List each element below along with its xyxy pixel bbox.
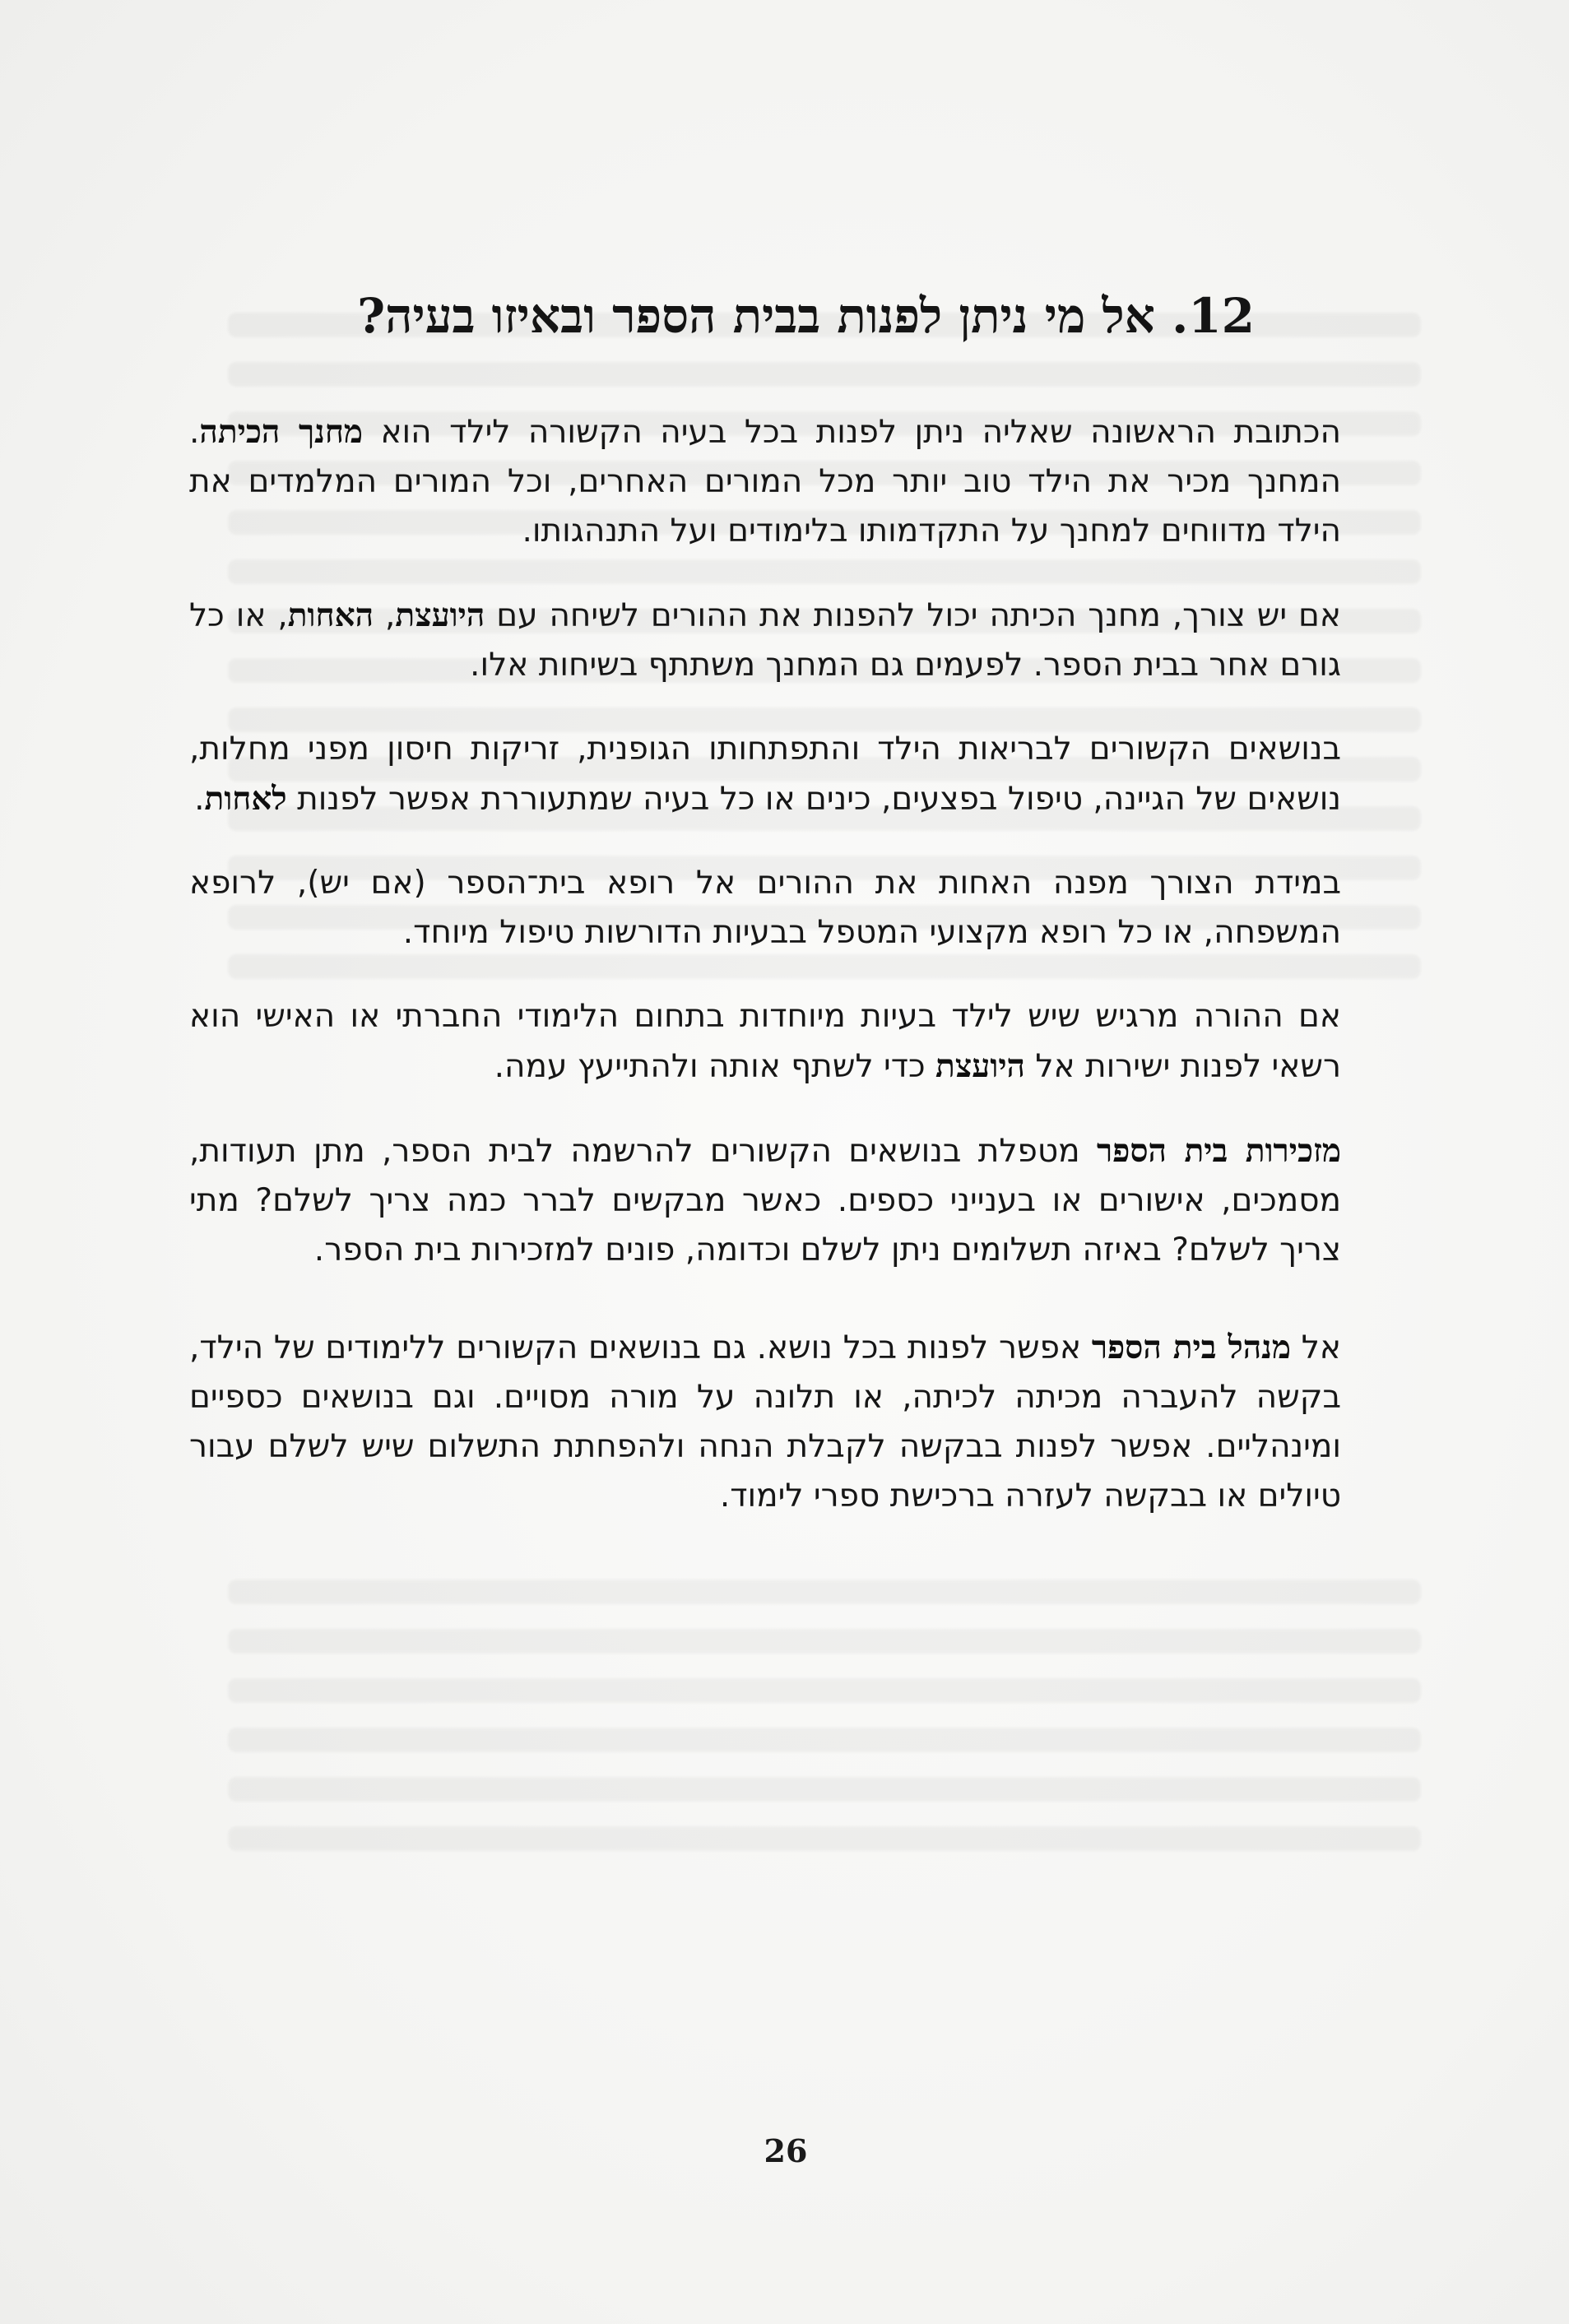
paragraph-homeroom-teacher	[189, 407, 1341, 556]
text-run: , או כל גורם אחר בבית הספר. לפעמים גם המחנך משתתף בשיחות אלו.	[189, 597, 1341, 684]
text-run: אם יש צורך, מחנך הכיתה יכול להפנות את ההורים לשיחה עם	[485, 597, 1342, 634]
text-run: אם ההורה מרגיש שיש לילד בעיות מיוחדות בתחום הלימודי החברתי או האישי הוא רשאי לפנות ישירות אל	[189, 998, 1341, 1085]
text-run: . המחנך מכיר את הילד טוב יותר מכל המורים האחרים, וכל המורים המלמדים את הילד מדווחים למחנך על התקדמותו בלימודים ועל התנהגותו.	[189, 414, 1341, 550]
text-run: אל	[1290, 1329, 1341, 1366]
text-run: במידת הצורך מפנה האחות את ההורים אל רופא בית־הספר (אם יש), לרופא המשפחה, או כל רופא מקצועי המטפל בבעיות הדורשות טיפול מיוחד.	[189, 865, 1341, 951]
bold-text-run: מנהל בית הספר	[1091, 1329, 1291, 1366]
text-run: .	[194, 781, 205, 818]
bold-text-run: מחנך הכיתה	[199, 413, 364, 451]
paragraph-doctor	[189, 859, 1341, 958]
text-run: מטפלת בנושאים הקשורים להרשמה לבית הספר, מתן תעודות, מסמכים, אישורים או בענייני כספים. כאשר מבקשים לברר כמה צריך לשלם? מתי צריך לשלם? באיזה תשלומים ניתן לשלם וכדומה, פונים למזכירות בית הספר.	[189, 1133, 1341, 1269]
bold-text-run: היועצת	[935, 1047, 1025, 1085]
bold-text-run: לאחות	[204, 780, 287, 818]
paragraph-principal	[189, 1323, 1341, 1521]
text-run: ,	[374, 597, 396, 634]
text-run: אפשר לפנות בכל נושא. גם בנושאים הקשורים ללימודים של הילד, בקשה להעברה מכיתה לכיתה, או תלונה על מורה מסויים. וגם בנושאים כספיים ומינהליים. אפשר לפנות בבקשה לקבלת הנחה ולהפחתת התשלום שיש לשלם עבור טיולים או בבקשה לעזרה ברכישת ספרי לימוד.	[189, 1329, 1341, 1515]
page-title: 12. אל מי ניתן לפנות בבית הספר ובאיזו בעיה?	[357, 287, 1255, 344]
paragraph-secretariat	[189, 1126, 1341, 1275]
text-run: כדי לשתף אותה ולהתייעץ עמה.	[494, 1048, 936, 1085]
text-run: הכתובת הראשונה שאליה ניתן לפנות בכל בעיה הקשורה לילד הוא	[363, 414, 1341, 451]
paragraph-counselor	[189, 992, 1341, 1092]
paragraph-health	[189, 725, 1341, 824]
bold-text-run: מזכירות בית הספר	[1096, 1132, 1341, 1170]
page-number: 26	[764, 2132, 808, 2169]
paragraph-referral	[189, 591, 1341, 690]
document-body	[189, 407, 1341, 1556]
bleed-through-shadow	[228, 1579, 1421, 1925]
bold-text-run: האחות	[287, 596, 374, 634]
bold-text-run: היועצת	[395, 596, 485, 634]
text-run: בנושאים הקשורים לבריאות הילד והתפתחותו הגופנית, זריקות חיסון מפני מחלות, נושאים של הגיינה, טיפול בפצעים, כינים או כל בעיה שמתעוררת אפשר לפנות	[189, 731, 1341, 818]
